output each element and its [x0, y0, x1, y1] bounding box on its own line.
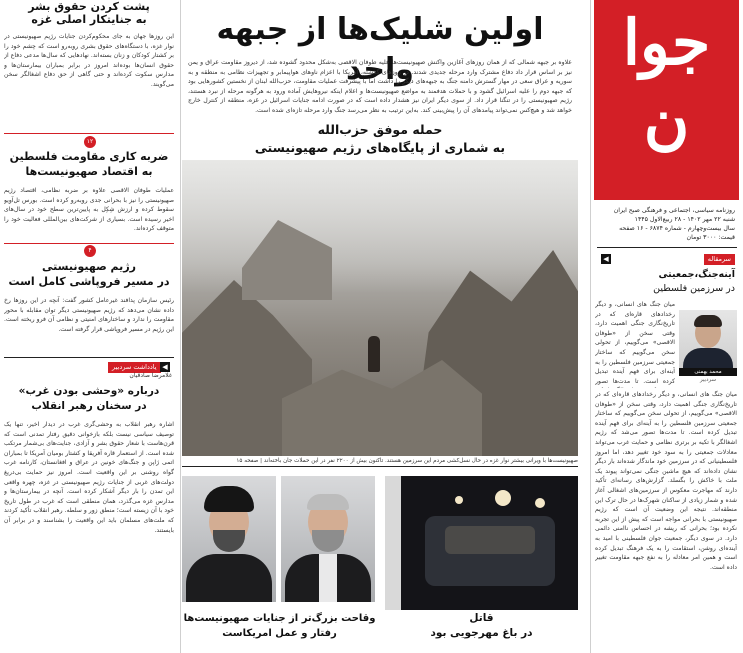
divider — [4, 243, 174, 244]
masthead-info-3: سال بیست‌وچهارم - شماره ۶۸۷۴ - ۱۶ صفحه — [619, 225, 735, 232]
left-top-body: این روزها جهان به جای محکوم‌کردن جنایات رژیم صهیونیستی در نوار غزه، با دستگاه‌های حقوق بشری روبه‌رو است که چشم خود را بر کشتار کودکان و زنان بسته‌اند. نهادهایی که سال‌ها مدعی دفاع از حقوق انسان‌ها بوده‌اند امروز در برابر بمباران بیمارستان‌ها و مدارس سکوت کرده‌اند و حتی گاهی از حق دفاع اشغالگر سخن می‌گویند. — [4, 33, 174, 88]
masthead-info-4: قیمت: ۳۰۰۰ تومان — [686, 234, 735, 241]
masthead-logo — [594, 0, 739, 200]
editorial-body: میان جنگ های انسانی، و دیگر رخدادهای قاره‌ای که در تاریخ‌نگاری جنگی اهمیت دارد، وقتی سخن از «طوفان الاقصی» می‌گوییم، از تحولی سخن می‌گوییم که ساختار جمعیتی سرزمین فلسطین را به آینه‌ای برای فهم آینده تبدیل کرده است. تا مدت‌ها تصور می‌شد که رژیم اشغالگر با تکیه بر برتری نظامی و حمایت غرب می‌تواند معادلات جمعیتی را به سود خود تغییر دهد، اما امروز فلسطینیانی که در سرزمین خود ماندگار شده‌اند بار دیگر نشان داده‌اند که هیچ ماشین جنگی نمی‌تواند پیوند یک ملت با خاکش را بگسلد. گزارش‌های رسانه‌ای تأکید دارند که مهاجرت معکوس از سرزمین‌های اشغالی آغاز شده و شمار زیادی از ساکنان شهرک‌ها در حال ترک این منطقه‌اند. نتیجه این وضعیت آن است که رژیم صهیونیستی با بحرانی مواجه است که پیش از این تجربه نکرده بود؛ بحرانی که ریشه در احساس ناامنی دائمی دارد. در سوی دیگر، جمعیت جوان فلسطینی با امید به آینده‌ای روشن، استقامت را به یک فرهنگ تبدیل کرده است و همین امر معادله را به نفع جبهه مقاومت تغییر داده است. — [595, 391, 737, 571]
logo-line-1: جوا — [622, 6, 711, 79]
arrow-icon: ◀ — [160, 362, 170, 372]
editorial-headline-1: آینه‌جنگ،جمعیتی — [658, 269, 735, 280]
left-mid-headline-1: ضربه کاری مقاومت فلسطین — [9, 150, 169, 163]
left-top-headline-1: پشت کردن حقوق بشر — [28, 0, 150, 13]
column-rule — [180, 0, 181, 653]
editorial-body-top: میان جنگ های انسانی، و دیگر رخدادهای قاره‌ای که در تاریخ‌نگاری جنگی اهمیت دارد، وقتی سخن از «طوفان الاقصی» می‌گوییم، از تحولی سخن می‌گوییم که ساختار جمعیتی سرزمین فلسطین را به آینه‌ای برای فهم آینده تبدیل کرده است. تا مدت‌ها تصور — [595, 301, 675, 385]
left-low-body: رئیس سازمان پدافند غیرعامل کشور گفت: آنچه در این روزها رخ داده نشان می‌دهد که رژیم صهیونیستی دیگر توان مقابله با محور مقاومت را ندارد و ساختارهای امنیتی و نظامی آن فرو ریخته است. این رژیم در مسیر فروپاشی قرار گرفته است. — [4, 297, 174, 333]
columnist-role: سردبیر — [700, 377, 716, 383]
lead-subhead-2: به شماری از پایگاه‌های رژیم صهیونیستی — [254, 140, 506, 155]
page-badge: ۴ — [84, 245, 96, 257]
column-author: غلامرضا صادقیان — [129, 372, 172, 379]
left-bottom-headline-2: در سخنان رهبر انقلاب — [31, 400, 147, 412]
lead-headline: اولین شلیک‌ها از جبهه واحد — [216, 12, 544, 87]
story-headline-1: قاتل — [469, 612, 494, 624]
story-headline-1: وقاحت بزرگ‌تر از جنایات صهیونیست‌ها — [183, 613, 376, 624]
masthead-info-2: شنبه ۲۲ مهر ۱۴۰۲ - ۲۸ ربیع‌الاول ۱۴۴۵ — [634, 216, 735, 223]
columnist-photo — [679, 310, 737, 368]
portraits-photo — [182, 476, 377, 602]
editorial-kicker: سرمقاله — [704, 254, 735, 265]
story-headline-2: در باغ مهرجویی بود — [430, 627, 533, 639]
left-low-headline-2: در مسیر فروپاشی کامل است — [8, 275, 170, 288]
portrait-diplomat — [281, 476, 375, 602]
column-rule — [590, 0, 591, 653]
arrow-icon: ◀ — [601, 254, 611, 264]
main-photo-gaza-rubble — [182, 160, 578, 456]
gutter — [176, 0, 178, 653]
logo-line-2: ن — [643, 84, 690, 157]
left-mid-body: عملیات طوفان الاقصی علاوه بر ضربه نظامی، اقتصاد رژیم صهیونیستی را نیز با بحرانی جدی روبه‌رو کرده است. بورس تل‌آویو سقوط کرده و ارزش شِکِل به پایین‌ترین سطح خود در سال‌های اخیر رسیده است. بسیاری از شرکت‌های بین‌المللی فعالیت خود را متوقف کرده‌اند. — [4, 187, 174, 233]
page-badge: ۱۲ — [84, 136, 96, 148]
left-bottom-headline-1: درباره «وحشی بودن غرب» — [18, 385, 160, 397]
left-top-headline-2: به جنایتکار اصلی غزه — [31, 13, 147, 26]
lead-intro: علاوه بر جبهه شمالی که از همان روزهای آغازین واکنش صهیونیست‌ها علیه طوفان الاقصی به‌شکل محدود گشوده شد، از دیروز مقاومت عراق و یمن نیز بر اساس قرار داد دفاع مشترک وارد مرحله جدیدی شدند. در روزهای گذشته، آمریکا با اعزام ناوهای هواپیمابر و تجهیزات نظامی به منطقه و به سوریه و عراق سعی در مهار گسترش دامنه جنگ به جبهه‌های دیگر را داشت اما با پیشرفت عملیات مقاومت، حزب‌الله لبنان از نخستین کشورهایی بود که جبهه دوم را علیه اسرائیل گشود و با حملات هدفمند به مواضع صهیونیست‌ها و اعلام اینکه نیروهایش آماده ورود به هرگونه مرحله از نبرد هستند، رژیم صهیونیستی را در تنگنا قرار داد. از سوی دیگر ایران نیز هشدار داده است که در صورت ادامه جنایات اسرائیل در غزه، منطقه از کنترل خارج خواهد شد و هیچ‌کس نمی‌تواند پیامدهای آن را پیش‌بینی کند. به‌این ترتیب به نظر می‌رسد جنگ وارد مرحله تازه‌ای شده است. — [188, 59, 572, 114]
lead-subhead-1: حمله موفق حزب‌الله — [317, 122, 443, 137]
story-headline-2: رفتار و عمل امریکاست — [222, 628, 337, 639]
photo-caption: صهیونیست‌ها با ویرانی بیشتر نوار غزه در حال نسل‌کشی مردم این سرزمین هستند. تاکنون بیش از ۲۲۰۰ نفر در این حملات جان باخته‌اند | صفحه ۱۵ — [182, 457, 578, 467]
portrait-cleric — [182, 476, 276, 602]
photo-car-night — [385, 476, 578, 610]
masthead-info-1: روزنامه سیاسی، اجتماعی و فرهنگی صبح ایران — [613, 207, 735, 214]
column-kicker: یادداشت سردبیر — [108, 362, 161, 373]
editorial-headline-2: در سرزمین فلسطین — [653, 283, 735, 294]
left-bottom-body: اشاره رهبر انقلاب به وحشی‌گری غرب در دیدار اخیر، تنها یک توصیف سیاسی نیست بلکه بازخوانی دقیق رفتار تمدنی است که قرن‌هاست با شعار حقوق بشر و آزادی، جنایت‌های بی‌شمار مرتکب شده است. از استعمار قاره آفریقا و کشتار بومیان آمریکا تا بمباران اتمی ژاپن و جنگ‌های خونین در عراق و افغانستان، کارنامه غرب گواه روشنی بر این واقعیت است. امروز نیز حمایت بی‌دریغ دولت‌های غربی از جنایات رژیم صهیونیستی در غزه، چهره واقعی این تمدن را بار دیگر آشکار کرده است. آنچه در بیمارستان‌ها و مدارس غزه می‌گذرد، همان منطقی است که غرب در طول تاریخ خود با آن زیسته است؛ منطق زور و سلطه. رهبر انقلاب تأکید کردند که ملت‌های مسلمان باید این واقعیت را بشناسند و در برابر آن بایستند. — [4, 421, 174, 534]
person-figure — [368, 336, 380, 372]
divider — [4, 357, 174, 358]
divider — [4, 133, 174, 134]
columnist-name: محمد بهمنی — [679, 368, 737, 376]
left-mid-headline-2: به اقتصاد صهیونیست‌ها — [25, 165, 153, 178]
left-low-headline-1: رژیم صهیونیستی — [42, 260, 136, 273]
divider — [597, 247, 737, 248]
